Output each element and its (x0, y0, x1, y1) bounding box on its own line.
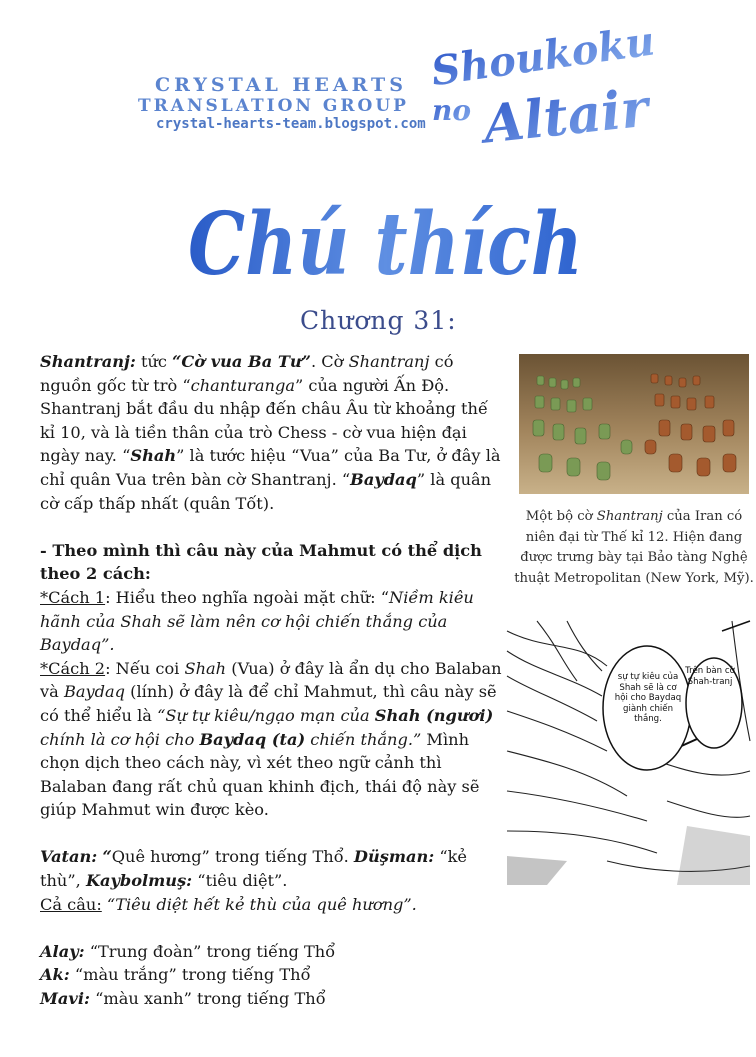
term-vatan: Vatan: (40, 847, 98, 867)
text-italic: Niềm kiêu hãnh của Shah sẽ làm nên cơ hội chiến thắng của Baydaq”. (40, 587, 474, 655)
term-shantranj: Shantranj: (40, 352, 136, 371)
chess-set-photo (519, 354, 749, 494)
option-2 (40, 657, 502, 822)
note-full-sentence (40, 893, 502, 917)
text-italic: “Tiêu diệt hết kẻ thù của quê hương”. (101, 894, 417, 914)
note-ak (40, 963, 502, 987)
text: Một bộ cờ (525, 509, 597, 524)
option-2-label: *Cách 2 (40, 658, 106, 678)
text-italic: chính là cơ hội cho (40, 729, 200, 749)
text-italic: “Sự tự kiêu/ngạo mạn của (157, 705, 375, 725)
term-alay: Alay: (40, 941, 85, 961)
banner-title: Chú thích (188, 194, 583, 295)
notes-body (40, 350, 502, 1011)
text-italic: Shah (184, 658, 227, 678)
text: tức (135, 352, 173, 371)
translation-intro: - Theo mình thì câu này của Mahmut có thể dịch theo 2 cách: (40, 540, 482, 584)
term-dusman: Düşman: (353, 847, 435, 867)
term-ak: Ak: (40, 965, 70, 985)
term-mavi: Mavi: (40, 989, 90, 1009)
text-italic: chanturanga (190, 375, 295, 395)
text: “tiêu diệt”. (192, 871, 288, 891)
group-name-line2: TRANSLATION GROUP (138, 96, 409, 116)
text: : Hiểu theo nghĩa ngoài mặt chữ: “ (105, 587, 390, 607)
speech-bubble-main: sự tự kiêu của Shah sẽ là cơ hội cho Baydaq giành chiến thắng. (614, 672, 682, 724)
text: Quê hương” trong tiếng Thổ. (111, 847, 354, 867)
note-shantranj (40, 350, 502, 515)
manga-panel (507, 621, 750, 885)
series-word-2: no (432, 94, 472, 127)
series-logo (428, 17, 658, 156)
text-italic: Shantranj (348, 352, 430, 371)
text: : Nếu coi (105, 658, 185, 678)
note-vatan (40, 845, 502, 892)
option-1 (40, 586, 502, 657)
text: của Iran có niên đại từ Thế kỉ 12. Hiện đang được trưng bày tại Bảo tàng Nghệ thuật Metropolitan (New York, Mỹ). (514, 509, 754, 586)
full-sentence-label: Cả câu: (40, 894, 102, 914)
text-italic: Baydaq (63, 682, 126, 702)
term-shah: Shah (130, 446, 177, 466)
text-bold-italic: Baydaq (ta) (199, 729, 306, 749)
text: Mình chọn dịch theo cách này, vì xét theo ngữ cảnh thì Balaban đang rất chủ quan khinh địch, thái độ này sẽ giúp Mahmut win được kèo. (40, 729, 480, 820)
series-word-1: Shoukoku (428, 17, 658, 96)
text-italic: Shantranj (596, 509, 663, 524)
text: ” là tước hiệu “Vua” của Ba Tư, ở đây là chỉ quân Vua trên bàn cờ Shantranj. “ (40, 446, 501, 489)
text: . Cờ (310, 352, 349, 371)
term-kaybolmus: Kaybolmuş: (85, 871, 193, 891)
text-italic: chiến thắng.” (305, 729, 422, 749)
text: ” của người Ấn Độ. Shantranj bắt đầu du nhập đến châu Âu từ khoảng thế kỉ 10, và là tiền thân của trò Chess - cờ vua hiện đại ngày nay. “ (40, 375, 488, 466)
text: ” là quân cờ cấp thấp nhất (quân Tốt). (40, 469, 492, 513)
text-bold-italic: “ (102, 847, 112, 867)
text: có nguồn gốc từ trò “ (40, 352, 454, 395)
option-1-label: *Cách 1 (40, 587, 106, 607)
text: “kẻ thù”, (40, 847, 468, 891)
text: “màu trắng” trong tiếng Thổ (69, 965, 311, 985)
note-mavi (40, 987, 502, 1011)
text: “màu xanh” trong tiếng Thổ (89, 989, 326, 1009)
text: “Trung đoàn” trong tiếng Thổ (84, 941, 336, 961)
chapter-heading: Chương 31: (300, 306, 457, 335)
note-alay (40, 940, 502, 964)
series-word-3: Altair (480, 77, 652, 156)
text-bold-italic: Shah (ngươi) (374, 705, 494, 725)
photo-caption (514, 507, 754, 589)
speech-bubble-side: Trên bàn cờ Shah-tranj (685, 666, 735, 687)
term-translation: “Cờ vua Ba Tư” (172, 352, 311, 371)
group-url[interactable]: crystal-hearts-team.blogspot.com (156, 116, 426, 132)
text: (Vua) ở đây là ẩn dụ cho Balaban và (40, 658, 502, 702)
text: (lính) ở đây là để chỉ Mahmut, thì câu này sẽ có thể hiểu là (40, 682, 497, 725)
title-banner (180, 186, 590, 301)
term-baydaq: Baydaq (350, 469, 417, 489)
group-name-line1: CRYSTAL HEARTS (155, 74, 407, 96)
